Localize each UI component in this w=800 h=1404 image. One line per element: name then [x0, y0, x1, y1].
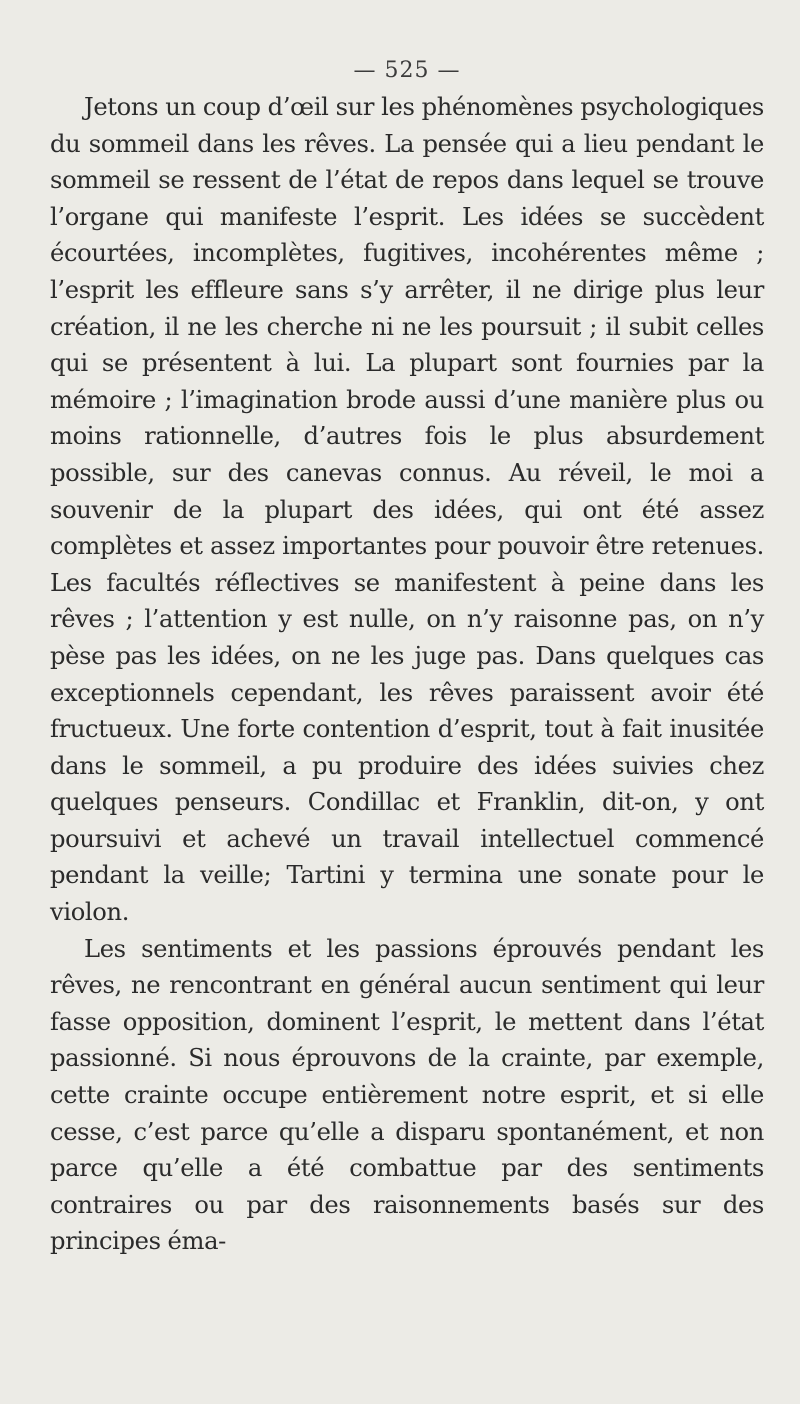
page-number: — 525 —: [353, 58, 461, 83]
paragraph-sleep-dreams: Jetons un coup d’œil sur les phénomènes psychologiques du sommeil dans les rêves. La pensée qui a lieu pendant le sommeil se ressent de l’état de repos dans lequel se trouve l’organe qui manifeste l’esprit. Les idées se succèdent écourtées, incomplètes, fugitives, incohérentes même ; l’esprit les effleure sans s’y arrêter, il ne dirige plus leur création, il ne les cherche ni ne les poursuit ; il subit celles qui se présentent à lui. La plupart sont fournies par la mémoire ; l’imagination brode aussi d’une manière plus ou moins rationnelle, d’autres fois le plus absurdement possible, sur des canevas connus. Au réveil, le moi a souvenir de la plupart des idées, qui ont été assez complètes et assez importantes pour pouvoir être retenues. Les facultés réflectives se manifestent à peine dans les rêves ; l’attention y est nulle, on n’y raisonne pas, on n’y pèse pas les idées, on ne les juge pas. Dans quelques cas exceptionnels cependant, les rêves paraissent avoir été fructueux. Une forte contention d’esprit, tout à fait inusitée dans le sommeil, a pu produire des idées suivies chez quelques penseurs. Condillac et Franklin, dit-on, y ont poursuivi et achevé un travail intellectuel commencé pendant la veille; Tartini y termina une sonate pour le violon.: [50, 93, 764, 927]
paragraph-sentiments-passions: Les sentiments et les passions éprouvés pendant les rêves, ne rencontrant en général aucun sentiment qui leur fasse opposition, dominent l’esprit, le mettent dans l’état passionné. Si nous éprouvons de la crainte, par exemple, cette crainte occupe entièrement notre esprit, et si elle cesse, c’est parce qu’elle a disparu spontanément, et non parce qu’elle a été combattue par des sentiments contraires ou par des raisonnements basés sur des principes éma-: [50, 934, 764, 1256]
